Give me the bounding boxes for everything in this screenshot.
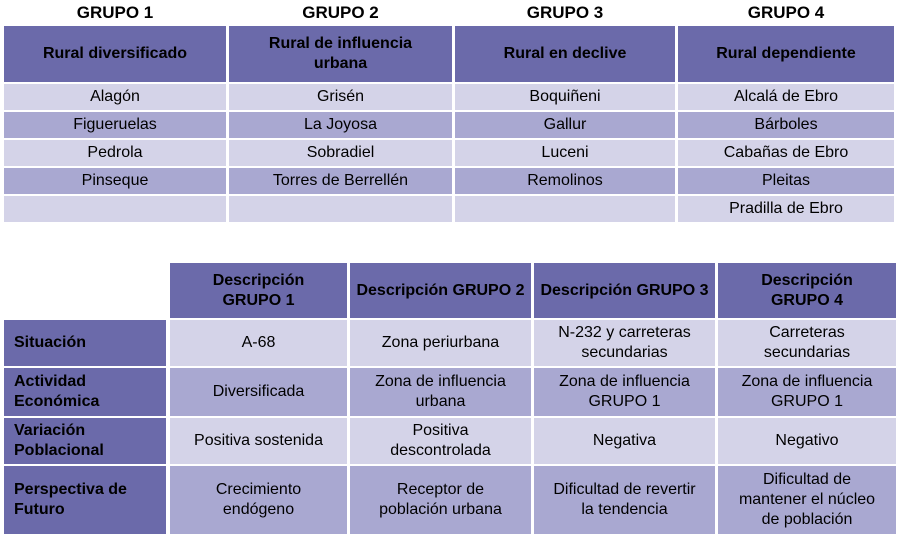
town-cell: Bárboles	[678, 112, 894, 138]
town-cell: Cabañas de Ebro	[678, 140, 894, 166]
desc-cell: Positiva descontrolada	[350, 418, 531, 464]
town-cell: Sobradiel	[229, 140, 452, 166]
desc-header-1: Descripción GRUPO 1	[170, 263, 347, 318]
town-cell: Pleitas	[678, 168, 894, 194]
desc-cell: Dificultad de revertir la tendencia	[534, 466, 715, 534]
group-2-title: GRUPO 2	[302, 3, 379, 22]
group-4-type: Rural dependiente	[678, 26, 894, 82]
desc-cell: Zona de influencia urbana	[350, 368, 531, 416]
town-cell: Gallur	[455, 112, 675, 138]
desc-header-2: Descripción GRUPO 2	[350, 263, 531, 318]
group-2-type: Rural de influencia urbana	[229, 26, 452, 82]
town-cell: La Joyosa	[229, 112, 452, 138]
group-headers	[0, 2, 900, 24]
desc-cell: Receptor de población urbana	[350, 466, 531, 534]
town-cell: Boquiñeni	[455, 84, 675, 110]
row-label-variacion: Variación Poblacional	[4, 418, 166, 464]
town-cell: Figueruelas	[4, 112, 226, 138]
row-label-perspectiva: Perspectiva de Futuro	[4, 466, 166, 534]
town-cell: Pradilla de Ebro	[678, 196, 894, 222]
group-3-type: Rural en declive	[455, 26, 675, 82]
desc-cell: N-232 y carreteras secundarias	[534, 320, 715, 366]
desc-cell: Diversificada	[170, 368, 347, 416]
desc-cell: Zona de influencia GRUPO 1	[718, 368, 896, 416]
town-cell: Torres de Berrellén	[229, 168, 452, 194]
group-1-title: GRUPO 1	[76, 3, 154, 22]
town-cell	[229, 196, 452, 222]
row-label-situacion: Situación	[4, 320, 166, 366]
desc-cell: Carreteras secundarias	[718, 320, 896, 366]
desc-cell: Dificultad de mantener el núcleo de población	[718, 466, 896, 534]
desc-cell: Negativo	[718, 418, 896, 464]
desc-header-4: Descripción GRUPO 4	[718, 263, 896, 318]
town-cell: Pedrola	[4, 140, 226, 166]
town-cell: Alagón	[4, 84, 226, 110]
desc-header-3: Descripción GRUPO 3	[534, 263, 715, 318]
desc-cell: Crecimiento endógeno	[170, 466, 347, 534]
town-cell	[455, 196, 675, 222]
group-1-type: Rural diversificado	[4, 26, 226, 82]
desc-cell: Zona de influencia GRUPO 1	[534, 368, 715, 416]
row-label-actividad: Actividad Económica	[4, 368, 166, 416]
town-cell	[4, 196, 226, 222]
town-cell: Luceni	[455, 140, 675, 166]
desc-cell: Positiva sostenida	[170, 418, 347, 464]
group-3-title: GRUPO 3	[526, 3, 604, 22]
town-cell: Grisén	[229, 84, 452, 110]
desc-cell: A-68	[170, 320, 347, 366]
group-4-title: GRUPO 4	[747, 3, 825, 22]
town-cell: Alcalá de Ebro	[678, 84, 894, 110]
town-cell: Remolinos	[455, 168, 675, 194]
town-cell: Pinseque	[4, 168, 226, 194]
desc-cell: Negativa	[534, 418, 715, 464]
desc-cell: Zona periurbana	[350, 320, 531, 366]
